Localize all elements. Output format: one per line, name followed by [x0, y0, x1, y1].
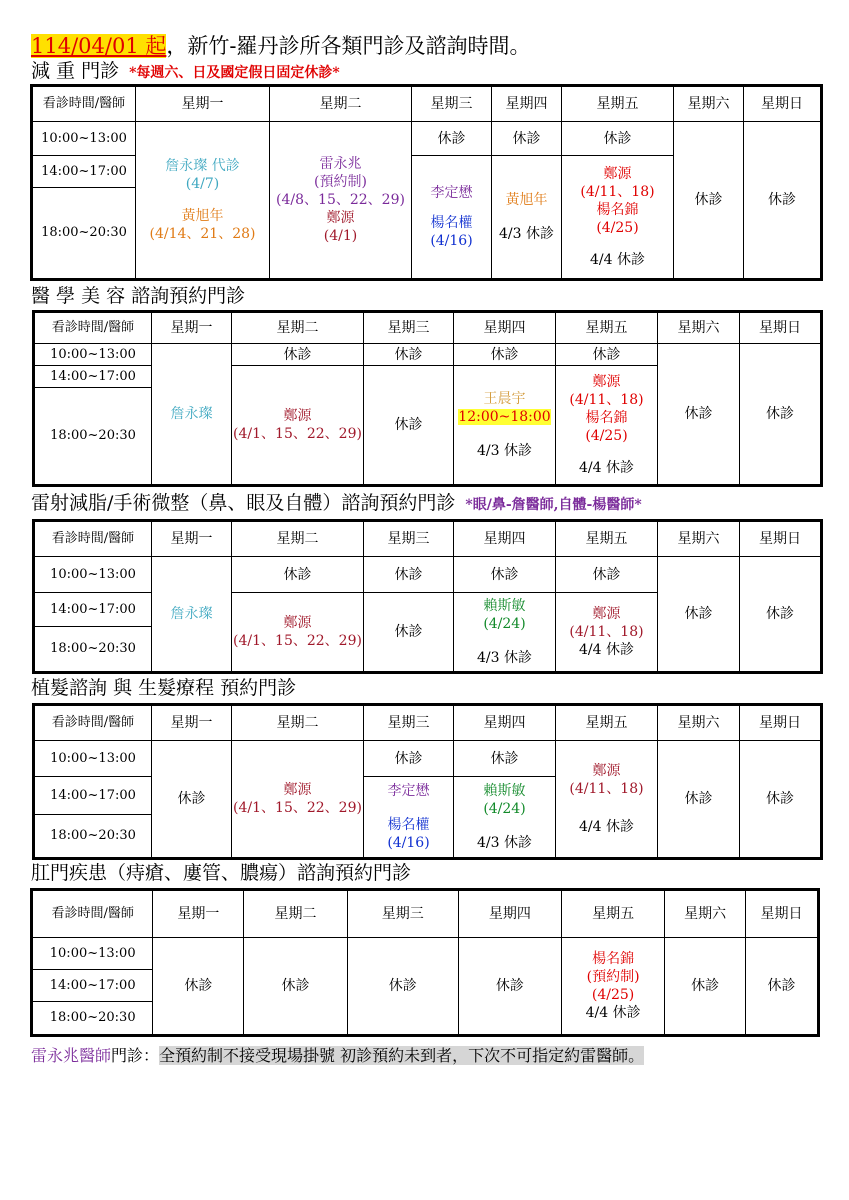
closed-label: 休診 — [458, 938, 561, 1036]
col-header-sun: 星期日 — [740, 312, 822, 344]
section-title-text: 醫 學 美 容 諮詢預約門診 — [31, 285, 246, 307]
cell-mon — [136, 122, 270, 280]
closed-label: 休診 — [562, 122, 674, 156]
doctor-dates: (4/14、21、28) — [149, 226, 256, 242]
doctor-name: 黃旭年 — [505, 192, 548, 208]
doctor-name: 賴斯敏 — [483, 783, 526, 799]
doctor-dates: (4/16) — [430, 233, 473, 249]
cell-thu — [492, 156, 562, 280]
col-header-mon: 星期一 — [152, 521, 232, 557]
closed-label: 休診 — [153, 938, 244, 1036]
col-header-thu: 星期四 — [458, 890, 561, 938]
closed-label: 休診 — [244, 938, 347, 1036]
closed-label: 休診 — [232, 557, 364, 593]
time-slot: 14:00~17:00 — [32, 156, 136, 188]
closed-label: 休診 — [412, 122, 492, 156]
col-header-fri: 星期五 — [556, 705, 658, 741]
time-slot: 18:00~20:30 — [32, 1002, 153, 1036]
doctor-name: 鄭源 — [283, 408, 312, 424]
doctor-dates: (4/8、15、22、29) — [276, 192, 405, 208]
col-header-time-doctor: 看診時間/醫師 — [34, 312, 152, 344]
doctor-name: 楊名錦 — [585, 410, 628, 426]
col-header-fri: 星期五 — [562, 890, 665, 938]
col-header-thu: 星期四 — [454, 312, 556, 344]
closed-label: 休診 — [232, 344, 364, 366]
time-slot: 18:00~20:30 — [34, 815, 152, 859]
closed-note: 4/4 休診 — [579, 460, 634, 476]
table-row — [34, 344, 822, 366]
cell-tue — [232, 366, 364, 486]
section-title-laser — [31, 492, 642, 516]
doctor-note: (預約制) — [586, 969, 640, 985]
doctor-dates: (4/25) — [585, 428, 628, 444]
doctor-dates: (4/1) — [323, 228, 358, 244]
col-header-fri: 星期五 — [556, 312, 658, 344]
doctor-name: 賴斯敏 — [483, 598, 526, 614]
doctor-dates: (4/11、18) — [569, 624, 644, 640]
section-title-hair — [31, 677, 296, 699]
col-header-fri: 星期五 — [556, 521, 658, 557]
col-header-time-doctor: 看診時間/醫師 — [34, 521, 152, 557]
col-header-mon: 星期一 — [136, 86, 270, 122]
section-title-text: 植髮諮詢 與 生髮療程 預約門診 — [31, 677, 297, 699]
section-title-aesthetic — [31, 285, 245, 307]
footer-label: 門診： — [111, 1046, 160, 1065]
time-slot: 10:00~13:00 — [34, 557, 152, 593]
doctor-dates: (4/11、18) — [580, 184, 655, 200]
doctor-dates: (4/16) — [387, 835, 430, 851]
closed-note: 4/4 休診 — [579, 819, 634, 835]
closed-note: 4/3 休診 — [499, 226, 554, 242]
closed-note: 4/3 休診 — [477, 835, 532, 851]
section-note: *每週六、日及國定假日固定休診* — [129, 65, 340, 81]
cell-thu — [454, 777, 556, 859]
doctor-note: (預約制) — [314, 174, 367, 190]
table-header-row — [32, 86, 822, 122]
time-slot: 14:00~17:00 — [34, 593, 152, 627]
doctor-dates: (4/1、15、22、29) — [233, 800, 362, 816]
col-header-time-doctor: 看診時間/醫師 — [32, 86, 136, 122]
closed-note: 4/4 休診 — [585, 1005, 641, 1021]
col-header-mon: 星期一 — [153, 890, 244, 938]
cell-fri — [556, 593, 658, 673]
effective-date: 114/04/01 起 — [31, 34, 167, 58]
time-slot: 10:00~13:00 — [34, 741, 152, 777]
closed-label: 休診 — [744, 122, 822, 280]
doctor-name: 黃旭年 — [181, 208, 224, 224]
closed-label: 休診 — [364, 557, 454, 593]
table-header-row — [34, 705, 822, 741]
table-row — [34, 741, 822, 777]
closed-note: 4/4 休診 — [579, 642, 634, 658]
closed-label: 休診 — [364, 344, 454, 366]
doctor-dates: (4/24) — [483, 801, 526, 817]
closed-label: 休診 — [492, 122, 562, 156]
doctor-dates: (4/7) — [185, 176, 220, 192]
col-header-wed: 星期三 — [364, 521, 454, 557]
col-header-wed: 星期三 — [364, 312, 454, 344]
doctor-name: 鄭源 — [592, 606, 621, 622]
page-title — [31, 30, 530, 60]
closed-label: 休診 — [364, 741, 454, 777]
doctor-name: 李定懋 — [430, 185, 473, 201]
schedule-table-laser — [32, 519, 823, 674]
closed-label: 休診 — [740, 344, 822, 486]
col-header-tue: 星期二 — [232, 705, 364, 741]
closed-label: 休診 — [658, 557, 740, 673]
col-header-tue: 星期二 — [270, 86, 412, 122]
time-slot: 18:00~20:30 — [34, 627, 152, 673]
col-header-tue: 星期二 — [232, 521, 364, 557]
doctor-name: 鄭源 — [603, 166, 632, 182]
col-header-sun: 星期日 — [740, 705, 822, 741]
closed-label: 休診 — [454, 741, 556, 777]
time-slot: 14:00~17:00 — [34, 366, 152, 388]
closed-label: 休診 — [347, 938, 458, 1036]
cell-tue — [232, 593, 364, 673]
doctor-name: 詹永璨 — [152, 557, 232, 673]
closed-label: 休診 — [364, 593, 454, 673]
doctor-dates: (4/25) — [596, 220, 639, 236]
footer-notice-text: 全預約制不接受現場掛號 初診預約未到者，下次不可指定約雷醫師。 — [159, 1046, 645, 1065]
closed-label: 休診 — [665, 938, 746, 1036]
cell-fri — [556, 741, 658, 859]
doctor-dates: (4/11、18) — [569, 781, 644, 797]
time-slot: 10:00~13:00 — [32, 938, 153, 970]
col-header-time-doctor: 看診時間/醫師 — [32, 890, 153, 938]
cell-tue — [232, 741, 364, 859]
doctor-name: 楊名錦 — [592, 951, 635, 967]
doctor-name: 詹永璨 — [152, 344, 232, 486]
footer-notice — [31, 1043, 644, 1066]
col-header-fri: 星期五 — [562, 86, 674, 122]
table-header-row — [32, 890, 819, 938]
time-slot: 10:00~13:00 — [34, 344, 152, 366]
doctor-dates: (4/24) — [483, 616, 526, 632]
col-header-mon: 星期一 — [152, 705, 232, 741]
section-note: *眼/鼻-詹醫師,自體-楊醫師* — [465, 497, 642, 513]
doctor-name: 鄭源 — [326, 210, 355, 226]
doctor-name: 詹永璨 代診 — [165, 158, 240, 174]
doctor-name: 鄭源 — [283, 782, 312, 798]
table-header-row — [34, 312, 822, 344]
col-header-wed: 星期三 — [347, 890, 458, 938]
schedule-table-anal — [30, 888, 820, 1037]
closed-label: 休診 — [658, 741, 740, 859]
doctor-name: 楊名錦 — [596, 202, 639, 218]
cell-wed — [364, 777, 454, 859]
col-header-sat: 星期六 — [658, 312, 740, 344]
col-header-sat: 星期六 — [674, 86, 744, 122]
closed-label: 休診 — [454, 557, 556, 593]
closed-note: 4/4 休診 — [590, 252, 645, 268]
time-slot: 18:00~20:30 — [34, 388, 152, 486]
col-header-time-doctor: 看診時間/醫師 — [34, 705, 152, 741]
doctor-name: 李定懋 — [387, 783, 430, 799]
col-header-wed: 星期三 — [364, 705, 454, 741]
closed-label: 休診 — [152, 741, 232, 859]
col-header-tue: 星期二 — [232, 312, 364, 344]
closed-note: 4/3 休診 — [477, 650, 532, 666]
col-header-sat: 星期六 — [658, 521, 740, 557]
doctor-dates: (4/1、15、22、29) — [233, 633, 362, 649]
doctor-name: 鄭源 — [592, 763, 621, 779]
col-header-thu: 星期四 — [454, 521, 556, 557]
cell-thu — [454, 593, 556, 673]
doctor-dates: (4/11、18) — [569, 392, 644, 408]
section-title-text: 肛門疾患（痔瘡、廔管、膿瘍）諮詢預約門診 — [31, 862, 412, 884]
doctor-name: 鄭源 — [283, 615, 312, 631]
doctor-dates: (4/25) — [591, 987, 635, 1003]
time-slot: 10:00~13:00 — [32, 122, 136, 156]
time-slot: 14:00~17:00 — [32, 970, 153, 1002]
col-header-tue: 星期二 — [244, 890, 347, 938]
doctor-dates: (4/1、15、22、29) — [233, 426, 362, 442]
closed-label: 休診 — [674, 122, 744, 280]
closed-label: 休診 — [658, 344, 740, 486]
table-row — [34, 557, 822, 593]
doctor-name: 鄭源 — [592, 374, 621, 390]
cell-fri — [562, 156, 674, 280]
col-header-sun: 星期日 — [744, 86, 822, 122]
doctor-name: 王晨宇 — [483, 391, 526, 407]
section-title-weight-loss — [31, 60, 340, 84]
cell-thu — [454, 366, 556, 486]
schedule-table-hair — [32, 703, 823, 860]
schedule-table-weight-loss — [30, 84, 823, 281]
col-header-wed: 星期三 — [412, 86, 492, 122]
cell-wed — [412, 156, 492, 280]
closed-label: 休診 — [364, 366, 454, 486]
closed-label: 休診 — [740, 741, 822, 859]
doctor-name: 楊名權 — [387, 817, 430, 833]
table-row — [32, 122, 822, 156]
section-title-text: 減 重 門診 — [31, 60, 120, 82]
col-header-thu: 星期四 — [492, 86, 562, 122]
table-row — [32, 938, 819, 970]
col-header-thu: 星期四 — [454, 705, 556, 741]
highlighted-hours: 12:00~18:00 — [458, 409, 551, 425]
closed-label: 休診 — [556, 557, 658, 593]
col-header-sat: 星期六 — [665, 890, 746, 938]
footer-doctor: 雷永兆醫師 — [31, 1046, 112, 1065]
cell-fri — [562, 938, 665, 1036]
col-header-sat: 星期六 — [658, 705, 740, 741]
closed-label: 休診 — [454, 344, 556, 366]
time-slot: 18:00~20:30 — [32, 188, 136, 280]
closed-label: 休診 — [746, 938, 819, 1036]
page-title-text: ，新竹-羅丹診所各類門診及諮詢時間。 — [166, 34, 531, 58]
col-header-sun: 星期日 — [740, 521, 822, 557]
closed-note: 4/3 休診 — [477, 443, 532, 459]
doctor-name: 楊名權 — [430, 215, 473, 231]
closed-label: 休診 — [740, 557, 822, 673]
table-header-row — [34, 521, 822, 557]
cell-tue — [270, 122, 412, 280]
col-header-sun: 星期日 — [746, 890, 819, 938]
section-title-text: 雷射減脂/手術微整（鼻、眼及自體）諮詢預約門診 — [31, 492, 456, 514]
doctor-name: 雷永兆 — [319, 156, 362, 172]
schedule-table-aesthetic — [32, 310, 823, 487]
col-header-mon: 星期一 — [152, 312, 232, 344]
closed-label: 休診 — [556, 344, 658, 366]
cell-fri — [556, 366, 658, 486]
time-slot: 14:00~17:00 — [34, 777, 152, 815]
section-title-anal — [31, 862, 411, 884]
